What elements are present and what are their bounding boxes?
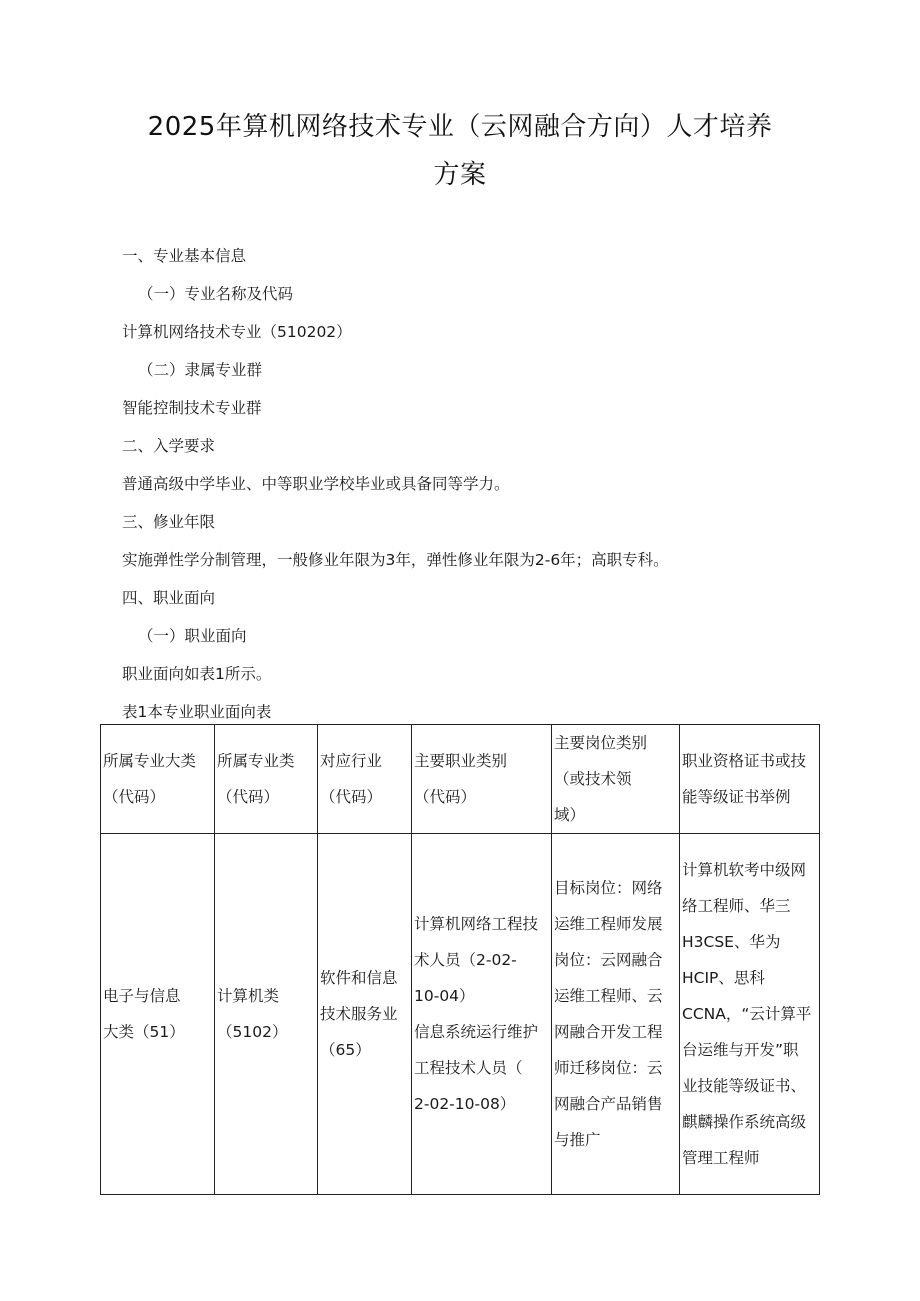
major-name-text: 计算机网络技术专业（510202） [122, 323, 352, 341]
duration-text: 实施弹性学分制管理，一般修业年限为3年，弹性修业年限为2-6年；高职专科。 [122, 551, 669, 569]
cell-occupation: 计算机网络工程技 术人员（2-02- 10-04） 信息系统运行维护 工程技术人员（ 2-02-10-08） [412, 834, 552, 1195]
header-cell-occupation: 主要职业类别 （代码） [412, 725, 552, 834]
header-cell-category: 所属专业大类 （代码） [101, 725, 215, 834]
table-caption: 表1本专业职业面向表 [122, 703, 272, 721]
section-heading-career: 四、职业面向 [122, 589, 216, 607]
subsection-career: （一）职业面向 [138, 627, 247, 645]
cell-position: 目标岗位：网络 运维工程师发展 岗位：云网融合 运维工程师、云 网融合开发工程 师迁移岗位：云 网融合产品销售 与推广 [552, 834, 680, 1195]
career-orientation-table [100, 724, 820, 1195]
section-heading-admission: 二、入学要求 [122, 437, 216, 455]
section-heading-duration: 三、修业年限 [122, 513, 216, 531]
cell-class: 计算机类 （5102） [215, 834, 318, 1195]
header-cell-position: 主要岗位类别 （或技术领 域） [552, 725, 680, 834]
subsection-major-group: （二）隶属专业群 [138, 361, 263, 379]
table-row [101, 834, 820, 1195]
header-cell-industry: 对应行业 （代码） [318, 725, 412, 834]
major-group-text: 智能控制技术专业群 [122, 399, 262, 417]
career-text: 职业面向如表1所示。 [122, 665, 272, 683]
cell-industry: 软件和信息 技术服务业 （65） [318, 834, 412, 1195]
cell-certificate: 计算机软考中级网 络工程师、华三 H3CSE、华为 HCIP、思科 CCNA，“云计算平 台运维与开发”职 业技能等级证书、 麒麟操作系统高级 管理工程师 [680, 834, 820, 1195]
cell-category: 电子与信息 大类（51） [101, 834, 215, 1195]
header-cell-class: 所属专业类 （代码） [215, 725, 318, 834]
document-title-line-1: 2025年算机网络技术专业（云网融合方向）人才培养 [147, 112, 773, 142]
section-heading-basic-info: 一、专业基本信息 [122, 247, 247, 265]
document-title-line-2: 方案 [433, 160, 487, 190]
subsection-major-name: （一）专业名称及代码 [138, 285, 294, 303]
table-header-row [101, 725, 820, 834]
header-cell-certificate: 职业资格证书或技 能等级证书举例 [680, 725, 820, 834]
admission-text: 普通高级中学毕业、中等职业学校毕业或具备同等学力。 [122, 475, 510, 493]
